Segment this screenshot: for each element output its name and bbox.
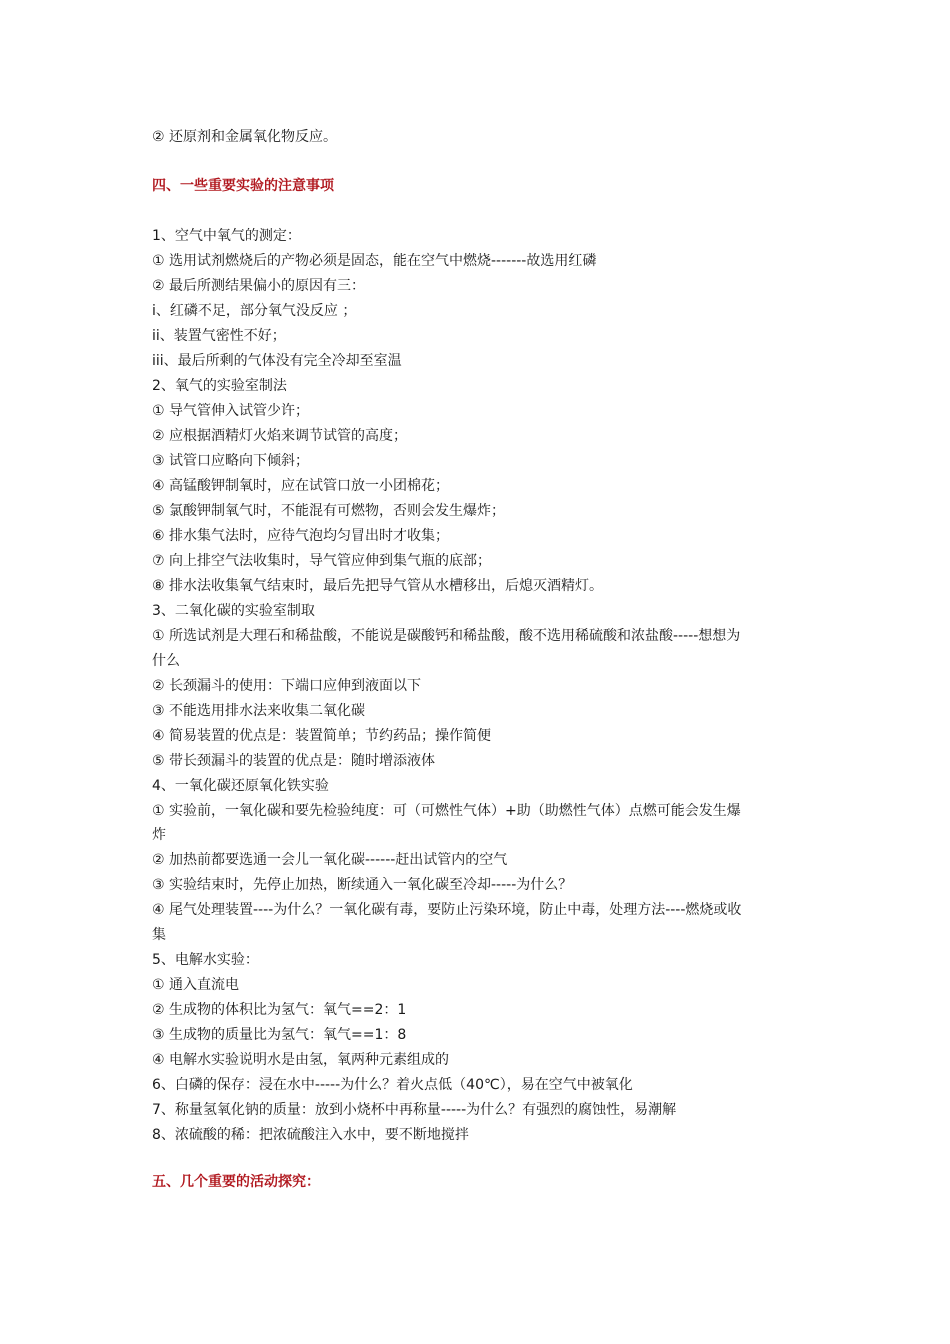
text-line: ⑥ 排水集气法时，应待气泡均匀冒出时才收集； [152,528,449,544]
text-line: ⑤ 氯酸钾制氧气时，不能混有可燃物，否则会发生爆炸； [152,503,505,519]
text-line: ② 长颈漏斗的使用：下端口应伸到液面以下 [152,678,421,694]
text-line: ④ 电解水实验说明水是由氢，氧两种元素组成的 [152,1052,449,1068]
text-line: ④ 简易装置的优点是：装置简单；节约药品；操作简便 [152,728,491,744]
text-line: i、红磷不足，部分氧气没反应 ； [152,303,357,319]
text-line: 6、白磷的保存：浸在水中-----为什么？着火点低（40℃），易在空气中被氧化 [152,1077,633,1093]
text-line: ② 加热前都要选通一会儿一氧化碳------赶出试管内的空气 [152,852,508,868]
text-line: 5、电解水实验： [152,952,259,968]
text-line: ④ 高锰酸钾制氧时，应在试管口放一小团棉花； [152,478,449,494]
text-line: ④ 尾气处理装置----为什么？一氧化碳有毒，要防止污染环境，防止中毒，处理方法----燃烧或收 [152,902,742,918]
text-line: ③ 试管口应略向下倾斜； [152,453,310,469]
text-line: ③ 不能选用排水法来收集二氧化碳 [152,703,366,719]
text-line: ⑦ 向上排空气法收集时，导气管应伸到集气瓶的底部； [152,553,491,569]
text-line: ② 还原剂和金属氧化物反应。 [152,129,338,145]
text-line: 7、称量氢氧化钠的质量：放到小烧杯中再称量-----为什么？有强烈的腐蚀性，易潮解 [152,1102,677,1118]
text-line: ⑧ 排水法收集氧气结束时，最后先把导气管从水槽移出，后熄灭酒精灯。 [152,578,603,594]
text-line: 1、空气中氧气的测定： [152,228,301,244]
text-line: ii、装置气密性不好； [152,328,286,344]
text-line: ③ 实验结束时，先停止加热，断续通入一氧化碳至冷却-----为什么？ [152,877,573,893]
text-line: ⑤ 带长颈漏斗的装置的优点是：随时增添液体 [152,753,435,769]
section-heading: 四、一些重要实验的注意事项 [152,178,334,194]
text-line: 3、二氧化碳的实验室制取 [152,603,315,619]
text-line: 集 [152,927,166,943]
text-line: iii、最后所剩的气体没有完全冷却至室温 [152,353,402,369]
text-line: 8、浓硫酸的稀：把浓硫酸注入水中，要不断地搅拌 [152,1127,469,1143]
text-line: ① 导气管伸入试管少许； [152,403,310,419]
text-line: ③ 生成物的质量比为氢气：氧气==1：8 [152,1027,407,1043]
text-line: 炸 [152,827,166,843]
text-line: ② 最后所测结果偏小的原因有三： [152,278,366,294]
text-line: ① 通入直流电 [152,977,240,993]
section-heading: 五、几个重要的活动探究： [152,1174,320,1190]
text-line: 什么 [152,653,180,669]
text-line: 2、氧气的实验室制法 [152,378,287,394]
text-line: ① 实验前，一氧化碳和要先检验纯度：可（可燃性气体）+助（助燃性气体）点燃可能会发生爆 [152,803,741,819]
text-line: ② 应根据酒精灯火焰来调节试管的高度； [152,428,407,444]
text-line: 4、一氧化碳还原氧化铁实验 [152,778,329,794]
text-line: ② 生成物的体积比为氢气：氧气==2：1 [152,1002,407,1018]
text-line: ① 选用试剂燃烧后的产物必须是固态，能在空气中燃烧-------故选用红磷 [152,253,597,269]
text-line: ① 所选试剂是大理石和稀盐酸，不能说是碳酸钙和稀盐酸，酸不选用稀硫酸和浓盐酸-----想想为 [152,628,741,644]
